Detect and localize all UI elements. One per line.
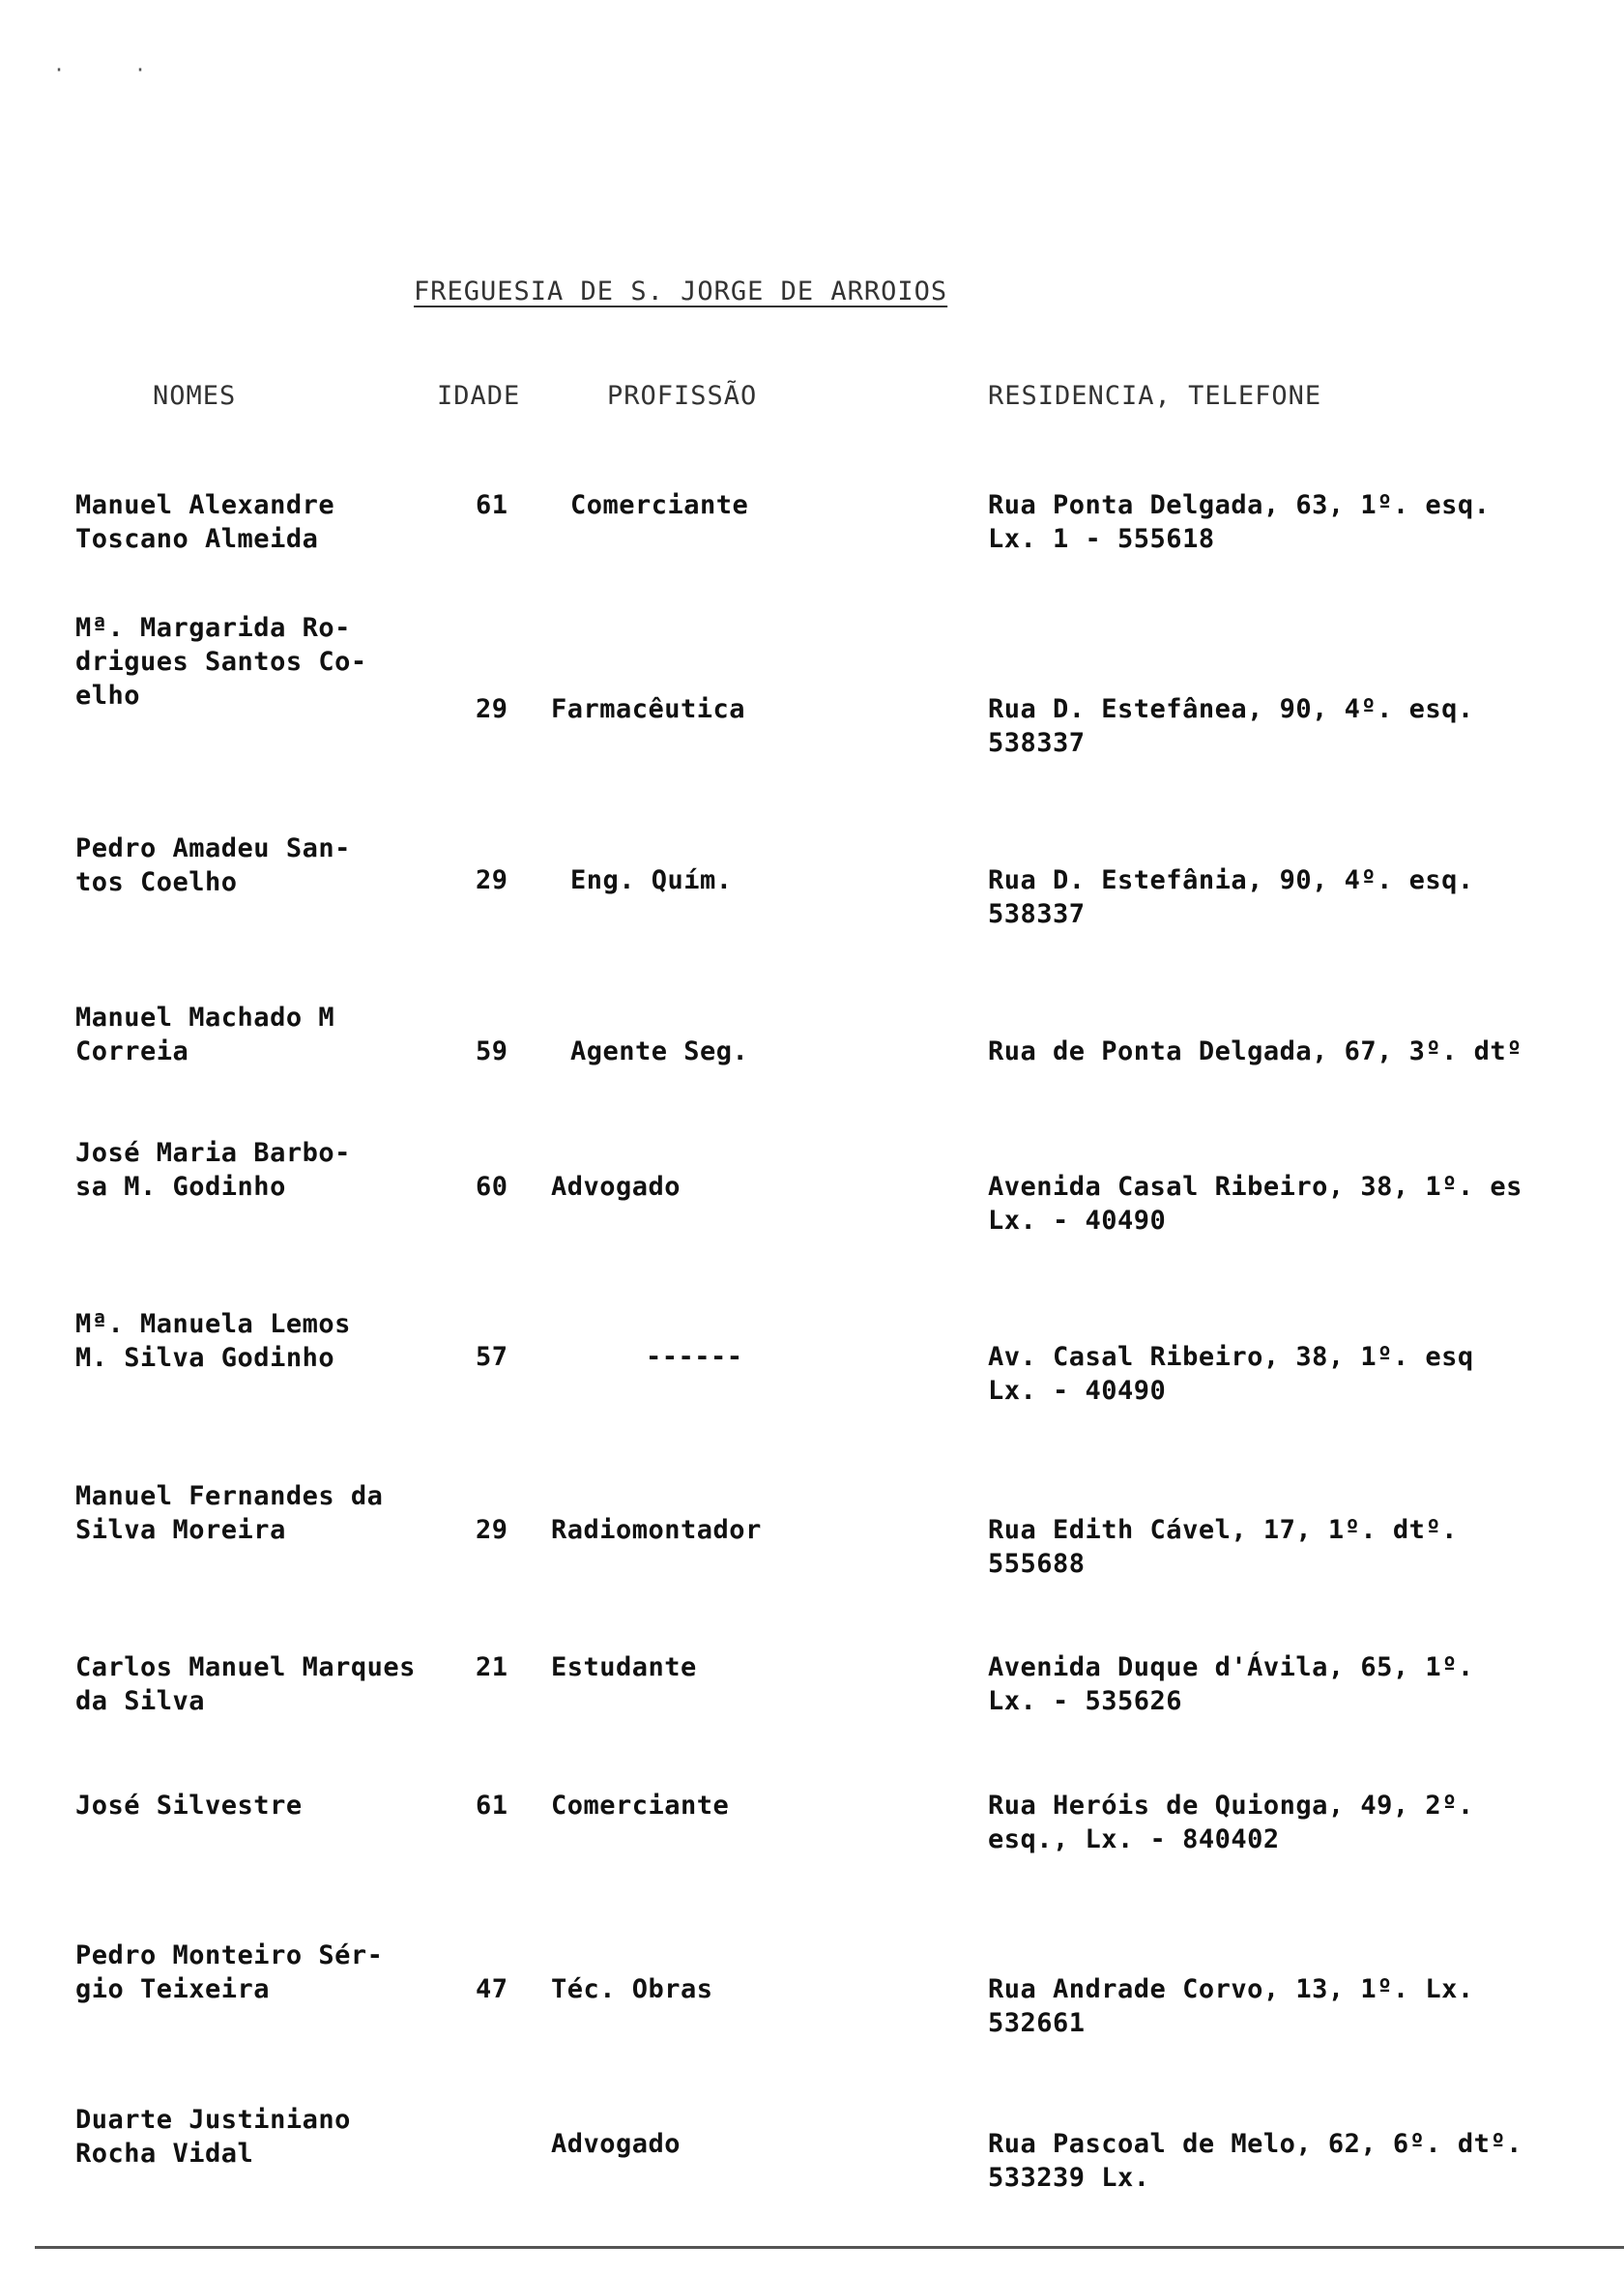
record-name: Manuel Machado M Correia	[75, 1003, 335, 1066]
record-name: Carlos Manuel Marques da Silva	[75, 1652, 416, 1716]
record-age: 61	[476, 490, 508, 520]
bottom-rule	[35, 2246, 1624, 2249]
record-age: 21	[476, 1652, 508, 1682]
record-profession: ------	[646, 1342, 743, 1372]
record-age: 47	[476, 1974, 508, 2004]
record-residence: Rua Pascoal de Melo, 62, 6º. dtº. 533239 Lx.	[988, 2129, 1522, 2193]
record-profession: Advogado	[551, 2129, 682, 2159]
page-title: FREGUESIA DE S. JORGE DE ARROIOS	[414, 277, 948, 306]
record-age: 29	[476, 1515, 508, 1545]
record-name: Manuel Fernandes da Silva Moreira	[75, 1481, 384, 1545]
record-age: 60	[476, 1172, 508, 1202]
record-name: Manuel Alexandre Toscano Almeida	[75, 490, 335, 554]
record-profession: Comerciante	[570, 490, 749, 520]
record-age: 61	[476, 1791, 508, 1821]
record-profession: Farmacêutica	[551, 694, 746, 724]
record-age: 29	[476, 865, 508, 895]
record-residence: Avenida Duque d'Ávila, 65, 1º. Lx. - 535626	[988, 1652, 1474, 1716]
record-name: Pedro Monteiro Sér- gio Teixeira	[75, 1940, 384, 2004]
record-age: 29	[476, 694, 508, 724]
record-residence: Rua Edith Cável, 17, 1º. dtº. 555688	[988, 1515, 1458, 1579]
record-name: Duarte Justiniano Rocha Vidal	[75, 2105, 351, 2169]
record-name: José Silvestre	[75, 1791, 303, 1821]
record-profession: Radiomontador	[551, 1515, 762, 1545]
record-residence: Avenida Casal Ribeiro, 38, 1º. es Lx. - 40490	[988, 1172, 1522, 1236]
scan-specks: ··	[53, 58, 217, 81]
record-residence: Rua D. Estefânea, 90, 4º. esq. 538337	[988, 694, 1474, 758]
record-residence: Av. Casal Ribeiro, 38, 1º. esq Lx. - 40490	[988, 1342, 1474, 1406]
record-age: 59	[476, 1036, 508, 1066]
record-residence: Rua Andrade Corvo, 13, 1º. Lx. 532661	[988, 1974, 1474, 2038]
record-residence: Rua Ponta Delgada, 63, 1º. esq. Lx. 1 - 555618	[988, 490, 1491, 554]
record-profession: Agente Seg.	[570, 1036, 749, 1066]
record-residence: Rua D. Estefânia, 90, 4º. esq. 538337	[988, 865, 1474, 929]
record-age: 57	[476, 1342, 508, 1372]
record-name: Mª. Manuela Lemos M. Silva Godinho	[75, 1309, 351, 1373]
header-names: NOMES	[153, 381, 237, 411]
record-profession: Estudante	[551, 1652, 697, 1682]
record-residence: Rua de Ponta Delgada, 67, 3º. dtº	[988, 1036, 1522, 1066]
record-residence: Rua Heróis de Quionga, 49, 2º. esq., Lx. - 840402	[988, 1791, 1474, 1854]
record-name: Mª. Margarida Ro- drigues Santos Co- elho	[75, 613, 367, 711]
record-profession: Téc. Obras	[551, 1974, 713, 2004]
record-name: Pedro Amadeu San- tos Coelho	[75, 833, 351, 897]
record-profession: Advogado	[551, 1172, 682, 1202]
record-profession: Comerciante	[551, 1791, 730, 1821]
header-residence: RESIDENCIA, TELEFONE	[988, 381, 1322, 411]
header-profession: PROFISSÃO	[607, 381, 758, 411]
record-profession: Eng. Quím.	[570, 865, 733, 895]
header-age: IDADE	[437, 381, 521, 411]
record-name: José Maria Barbo- sa M. Godinho	[75, 1138, 351, 1202]
